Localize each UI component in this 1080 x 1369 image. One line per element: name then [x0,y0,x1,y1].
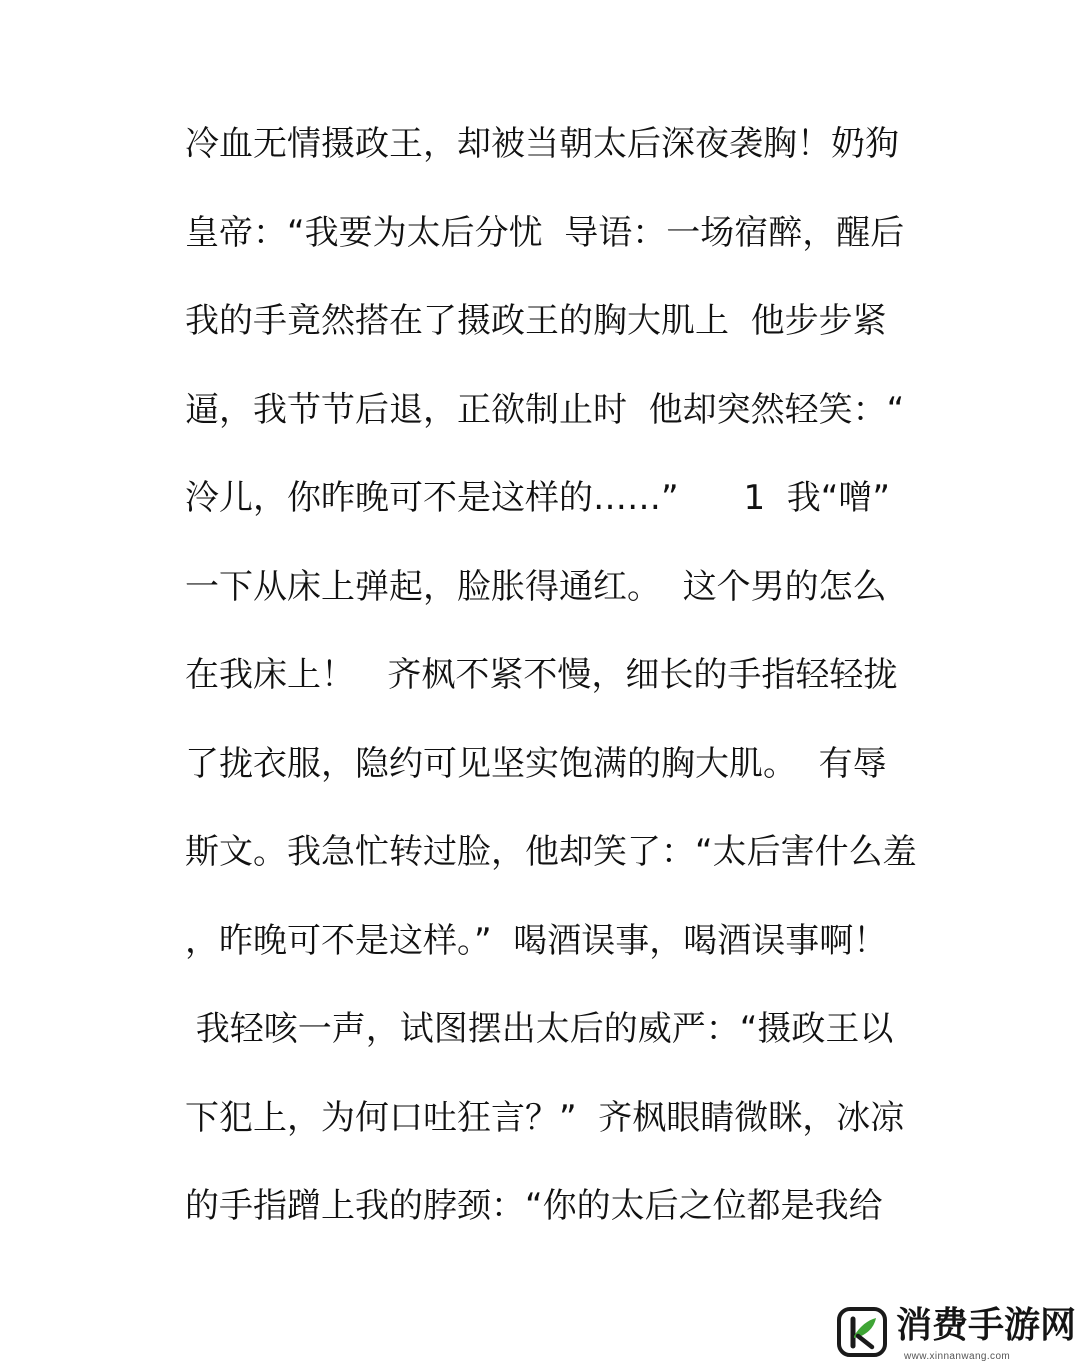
text-line-1: 冷血无情摄政王，却被当朝太后深夜袭胸！奶狗 [185,124,899,164]
text-line-2: 皇帝：“我要为太后分忧 导语：一场宿醉，醒后 [185,212,905,253]
text-line-12: 下犯上，为何口吐狂言？” 齐枫眼睛微眯，冰凉 [185,1097,905,1138]
text-line-10: ，昨晚可不是这样。” 喝酒误事，喝酒误事啊！ [185,920,888,961]
text-line-8: 了拢衣服，隐约可见坚实饱满的胸大肌。 有辱 [185,743,887,784]
text-line-5: 泠儿，你昨晚可不是这样的……” 1 我“噌” [185,478,890,518]
leaf-k-logo-icon [836,1306,888,1358]
site-watermark [828,1302,1077,1364]
text-line-9: 斯文。我急忙转过脸，他却笑了：“太后害什么羞 [185,832,917,872]
text-line-7: 在我床上！ 齐枫不紧不慢，细长的手指轻轻拢 [185,655,898,695]
article-body [185,100,917,1251]
text-line-4: 逼，我节节后退，正欲制止时 他却突然轻笑：“ [185,389,905,430]
watermark-title: 消费手游网 [896,1304,1077,1346]
text-line-3: 我的手竟然搭在了摄政王的胸大肌上 他步步紧 [185,301,887,341]
text-line-6: 一下从床上弹起，脸胀得通红。 这个男的怎么 [185,566,887,607]
text-line-11: 我轻咳一声，试图摆出太后的威严：“摄政王以 [185,1009,894,1049]
text-line-13: 的手指蹭上我的脖颈：“你的太后之位都是我给 [185,1186,883,1226]
watermark-url: www.xinnanwang.com [904,1351,1011,1362]
